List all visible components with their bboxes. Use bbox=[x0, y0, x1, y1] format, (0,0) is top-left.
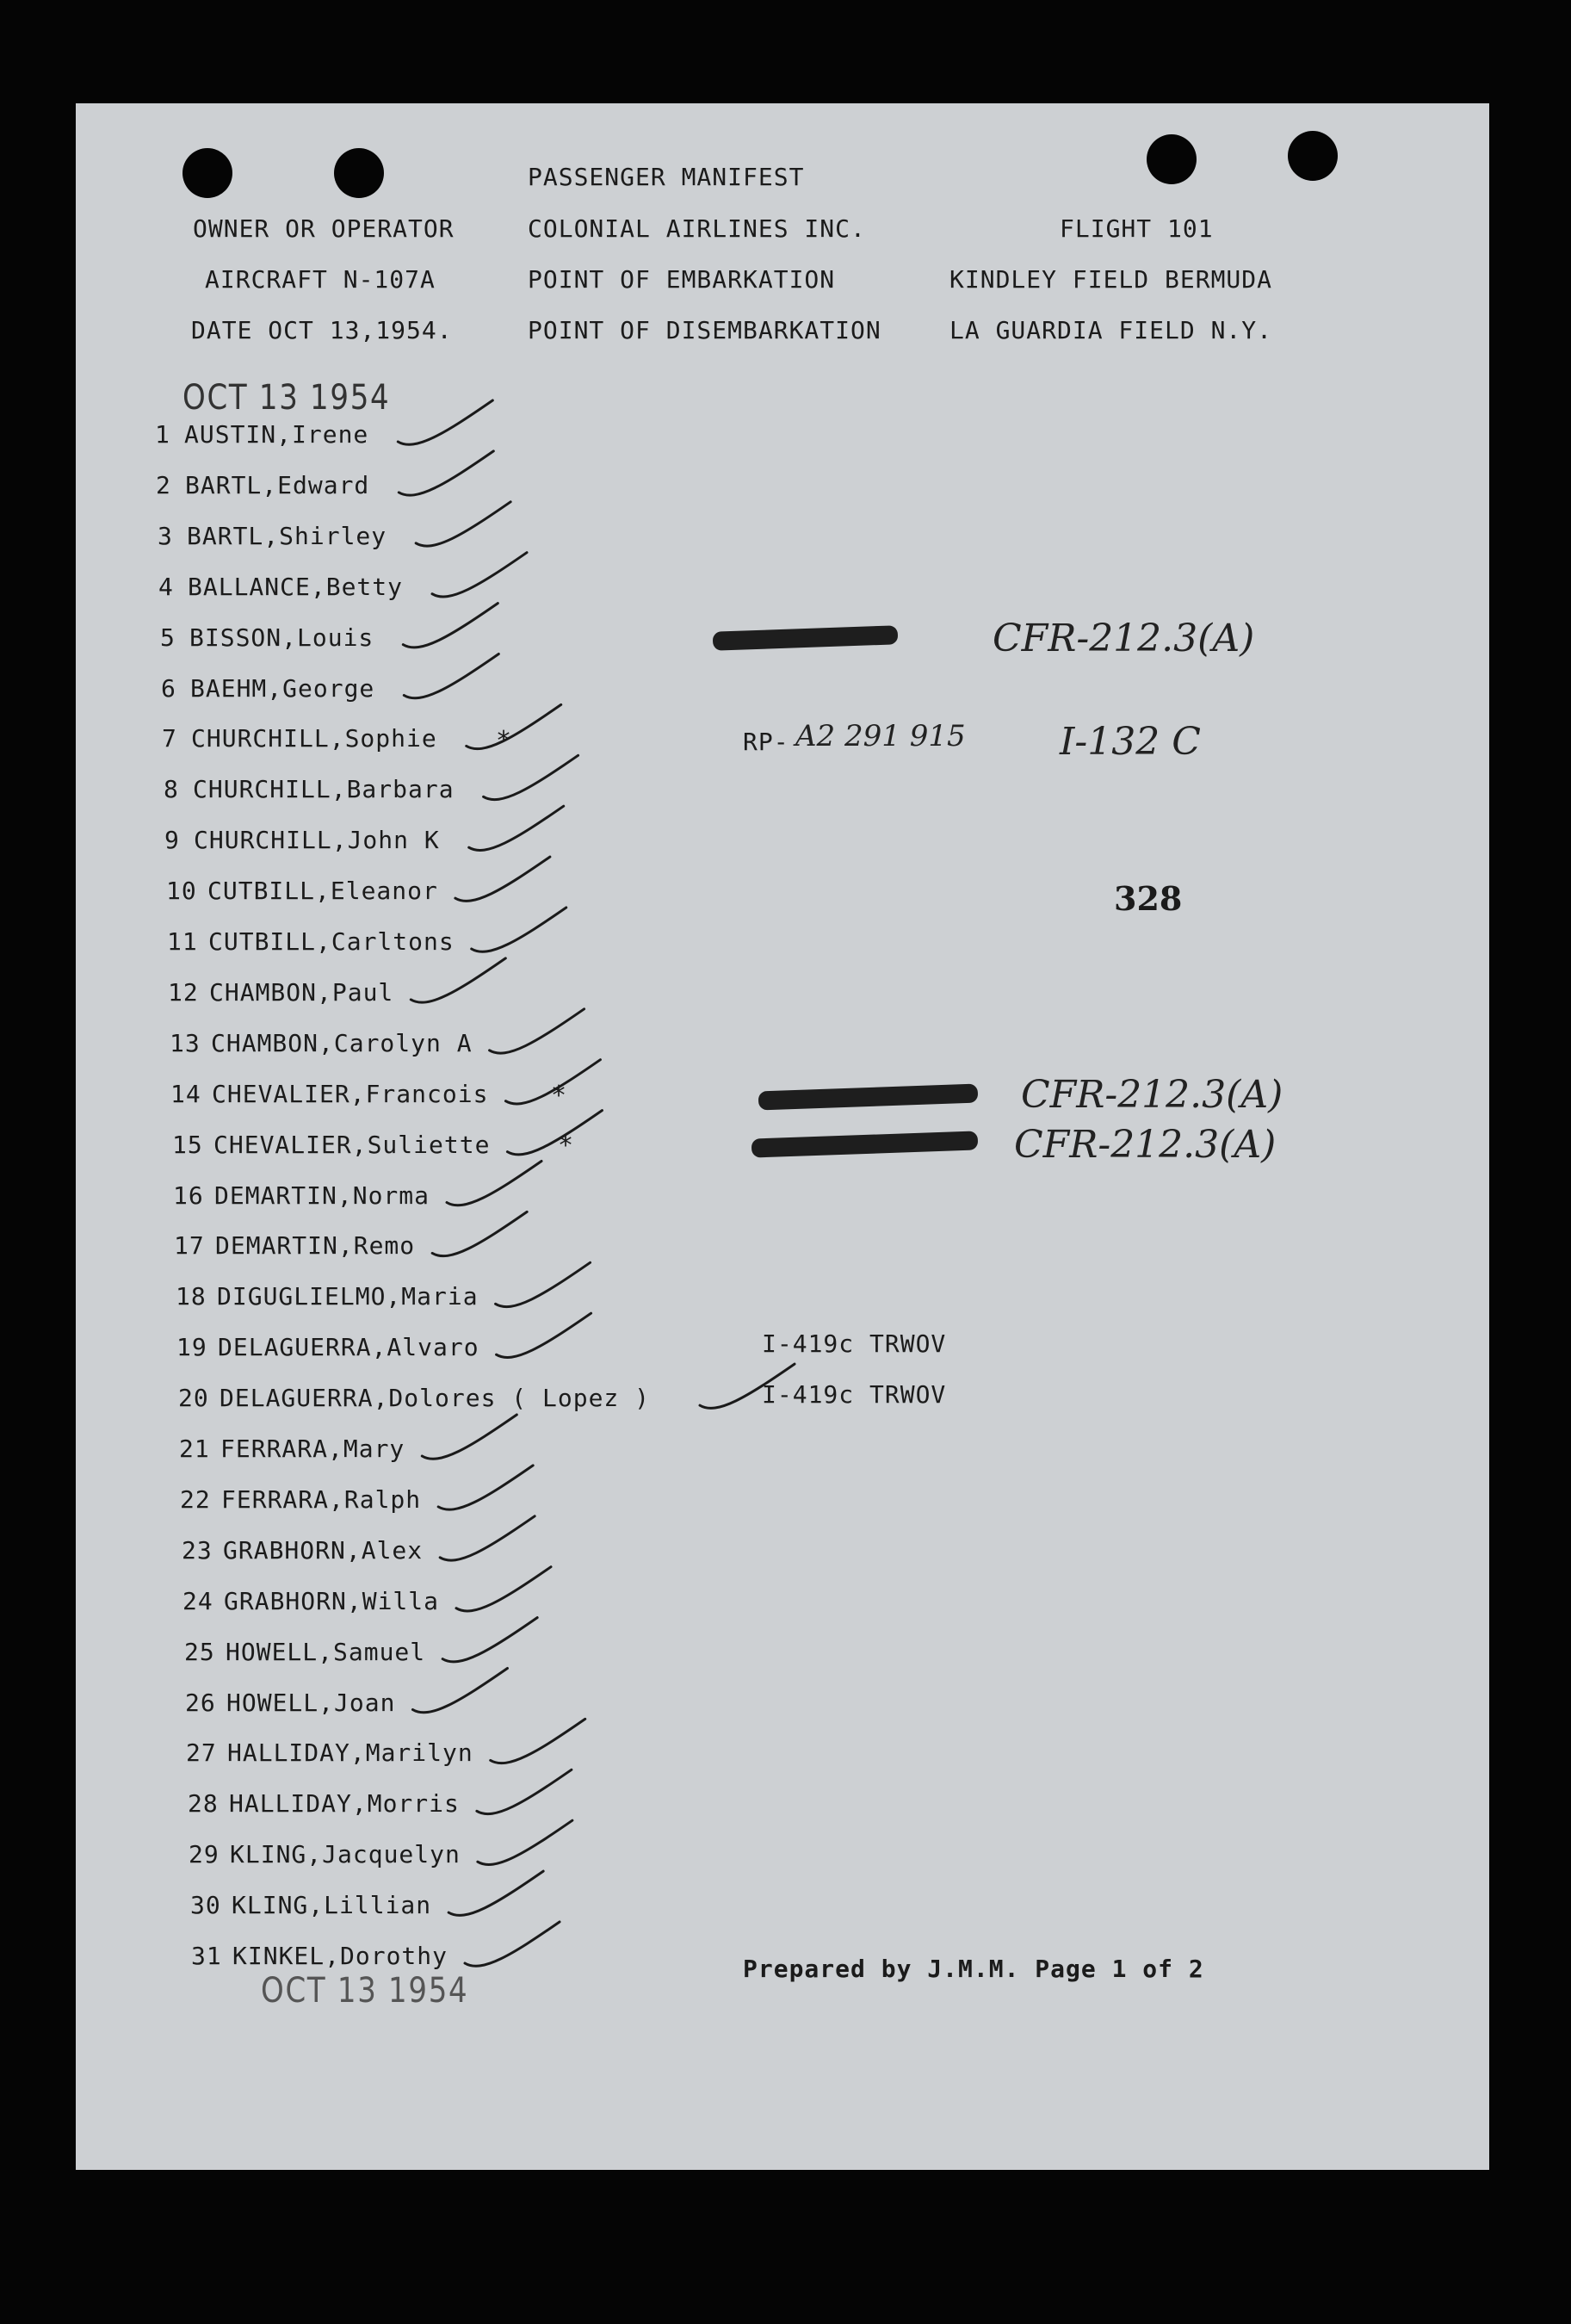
passenger-name: DELAGUERRA,Alvaro bbox=[218, 1333, 479, 1362]
passenger-number: 14 bbox=[170, 1079, 201, 1108]
passenger-name: CHURCHILL,Barbara bbox=[193, 775, 455, 804]
passenger-number: 3 bbox=[158, 521, 173, 550]
check-mark bbox=[491, 1719, 585, 1763]
check-mark bbox=[432, 1212, 527, 1255]
disembarkation-field: LA GUARDIA FIELD N.Y. bbox=[949, 316, 1273, 344]
passenger-name: HOWELL,Joan bbox=[226, 1688, 396, 1717]
passenger-number: 1 bbox=[155, 420, 170, 449]
passenger-name: CHURCHILL,John K bbox=[194, 826, 440, 855]
cfr-note-chevalier-2: CFR-212.3(A) bbox=[1014, 1123, 1277, 1167]
passenger-number: 7 bbox=[162, 724, 177, 753]
passenger-name: AUSTIN,Irene bbox=[184, 420, 369, 449]
check-mark bbox=[496, 1262, 591, 1306]
check-mark bbox=[403, 604, 498, 648]
airline-name: COLONIAL AIRLINES INC. bbox=[528, 214, 866, 243]
passenger-number: 13 bbox=[170, 1028, 201, 1057]
check-mark bbox=[412, 1669, 507, 1713]
passenger-name: BARTL,Edward bbox=[185, 470, 370, 499]
delaguerra-note-2: I-419c TRWOV bbox=[762, 1380, 947, 1409]
check-mark bbox=[404, 654, 498, 698]
aircraft-id: AIRCRAFT N-107A bbox=[205, 265, 436, 294]
passenger-number: 2 bbox=[156, 470, 171, 499]
passenger-number: 12 bbox=[168, 977, 199, 1007]
check-mark bbox=[484, 755, 578, 799]
passenger-name: CHAMBON,Paul bbox=[209, 977, 394, 1007]
rp-label: RP- bbox=[743, 728, 789, 756]
passenger-number: 21 bbox=[179, 1435, 210, 1463]
passenger-name: CHAMBON,Carolyn A bbox=[211, 1028, 473, 1057]
passenger-name: HALLIDAY,Morris bbox=[229, 1789, 460, 1819]
flight-number: FLIGHT 101 bbox=[1060, 214, 1214, 243]
manifest-page bbox=[76, 103, 1489, 2170]
passenger-name: DEMARTIN,Norma bbox=[214, 1181, 430, 1210]
check-mark bbox=[478, 1820, 572, 1864]
passenger-number: 22 bbox=[180, 1484, 211, 1514]
passenger-number: 17 bbox=[174, 1231, 205, 1261]
passenger-number: 9 bbox=[164, 826, 180, 855]
passenger-name: CHURCHILL,Sophie bbox=[191, 724, 437, 753]
manifest-title: PASSENGER MANIFEST bbox=[528, 163, 805, 191]
passenger-number: 28 bbox=[188, 1789, 219, 1819]
passenger-name: BALLANCE,Betty bbox=[188, 572, 404, 601]
check-mark bbox=[497, 1313, 591, 1357]
embarkation-label: POINT OF EMBARKATION bbox=[528, 265, 836, 294]
punch-hole bbox=[334, 148, 384, 198]
passenger-number: 10 bbox=[166, 877, 197, 906]
asterisk-mark: * bbox=[551, 1081, 568, 1111]
passenger-number: 19 bbox=[176, 1333, 207, 1362]
churchill-code: I-132 C bbox=[1060, 720, 1201, 764]
punch-hole bbox=[1288, 131, 1338, 181]
asterisk-mark: * bbox=[558, 1131, 575, 1161]
passenger-number: 11 bbox=[167, 927, 198, 956]
check-mark bbox=[440, 1516, 535, 1560]
date-stamp-top: OCT 13 1954 bbox=[182, 378, 391, 418]
rp-number-handwritten: A2 291 915 bbox=[795, 719, 966, 753]
check-mark bbox=[467, 704, 561, 748]
check-mark bbox=[438, 1466, 533, 1509]
disembarkation-label: POINT OF DISEMBARKATION bbox=[528, 316, 881, 344]
passenger-name: GRABHORN,Willa bbox=[224, 1586, 440, 1615]
page-reference-number: 328 bbox=[1114, 879, 1183, 918]
check-mark bbox=[472, 908, 566, 951]
passenger-name: DIGUGLIELMO,Maria bbox=[217, 1282, 479, 1311]
check-mark bbox=[398, 400, 492, 444]
date-stamp-bottom: OCT 13 1954 bbox=[261, 1971, 469, 2011]
passenger-name: CUTBILL,Eleanor bbox=[207, 877, 438, 906]
punch-hole bbox=[182, 148, 232, 198]
passenger-name: CHEVALIER,Suliette bbox=[213, 1130, 491, 1159]
passenger-number: 18 bbox=[176, 1282, 207, 1311]
passenger-number: 25 bbox=[184, 1637, 215, 1666]
redaction-mark bbox=[713, 625, 899, 650]
check-mark bbox=[422, 1415, 516, 1459]
passenger-number: 24 bbox=[182, 1586, 213, 1615]
redaction-mark bbox=[758, 1084, 979, 1111]
check-mark bbox=[399, 451, 493, 495]
check-mark bbox=[455, 857, 550, 901]
passenger-name: HOWELL,Samuel bbox=[226, 1637, 426, 1666]
check-mark bbox=[490, 1009, 584, 1053]
passenger-name: BARTL,Shirley bbox=[187, 521, 387, 550]
passenger-name: DEMARTIN,Remo bbox=[215, 1231, 416, 1261]
passenger-number: 30 bbox=[190, 1891, 221, 1920]
cfr-note-chevalier-1: CFR-212.3(A) bbox=[1021, 1073, 1283, 1117]
passenger-name: CUTBILL,Carltons bbox=[208, 927, 455, 956]
passenger-name: KLING,Jacquelyn bbox=[230, 1840, 461, 1869]
passenger-name: CHEVALIER,Francois bbox=[212, 1079, 489, 1108]
check-mark bbox=[432, 553, 527, 597]
passenger-name: BISSON,Louis bbox=[189, 623, 374, 652]
passenger-number: 23 bbox=[182, 1535, 213, 1565]
passenger-number: 16 bbox=[173, 1181, 204, 1210]
check-mark bbox=[411, 958, 505, 1002]
check-mark bbox=[469, 806, 564, 850]
redaction-mark bbox=[751, 1131, 979, 1157]
check-mark bbox=[448, 1871, 543, 1915]
passenger-number: 15 bbox=[172, 1130, 203, 1159]
passenger-name: KLING,Lillian bbox=[232, 1891, 432, 1920]
embarkation-field: KINDLEY FIELD BERMUDA bbox=[949, 265, 1273, 294]
passenger-name: BAEHM,George bbox=[190, 673, 375, 703]
passenger-number: 31 bbox=[191, 1942, 222, 1970]
prepared-by-footer: Prepared by J.M.M. Page 1 of 2 bbox=[743, 1955, 1204, 1983]
check-mark bbox=[456, 1567, 551, 1611]
punch-hole bbox=[1147, 134, 1197, 184]
passenger-name: KINKEL,Dorothy bbox=[232, 1942, 448, 1970]
passenger-number: 27 bbox=[186, 1738, 217, 1768]
check-mark bbox=[416, 502, 510, 546]
passenger-name: HALLIDAY,Marilyn bbox=[227, 1738, 473, 1768]
flight-date: DATE OCT 13,1954. bbox=[191, 316, 453, 344]
check-mark bbox=[507, 1111, 602, 1155]
passenger-number: 29 bbox=[189, 1840, 220, 1869]
passenger-number: 5 bbox=[160, 623, 176, 652]
delaguerra-note-1: I-419c TRWOV bbox=[762, 1329, 947, 1358]
passenger-name: GRABHORN,Alex bbox=[223, 1535, 424, 1565]
passenger-number: 8 bbox=[164, 775, 179, 804]
cfr-note-bisson: CFR-212.3(A) bbox=[993, 617, 1255, 660]
passenger-name: FERRARA,Mary bbox=[220, 1435, 405, 1463]
passenger-name: DELAGUERRA,Dolores ( Lopez ) bbox=[220, 1384, 651, 1413]
owner-label: OWNER OR OPERATOR bbox=[193, 214, 455, 243]
passenger-number: 6 bbox=[161, 673, 176, 703]
check-mark bbox=[447, 1162, 541, 1205]
passenger-number: 20 bbox=[178, 1384, 209, 1413]
passenger-name: FERRARA,Ralph bbox=[221, 1484, 422, 1514]
check-mark bbox=[477, 1769, 572, 1813]
passenger-number: 4 bbox=[158, 572, 174, 601]
check-mark bbox=[442, 1618, 537, 1662]
passenger-number: 26 bbox=[185, 1688, 216, 1717]
asterisk-mark: * bbox=[496, 726, 513, 756]
check-mark bbox=[465, 1922, 560, 1966]
